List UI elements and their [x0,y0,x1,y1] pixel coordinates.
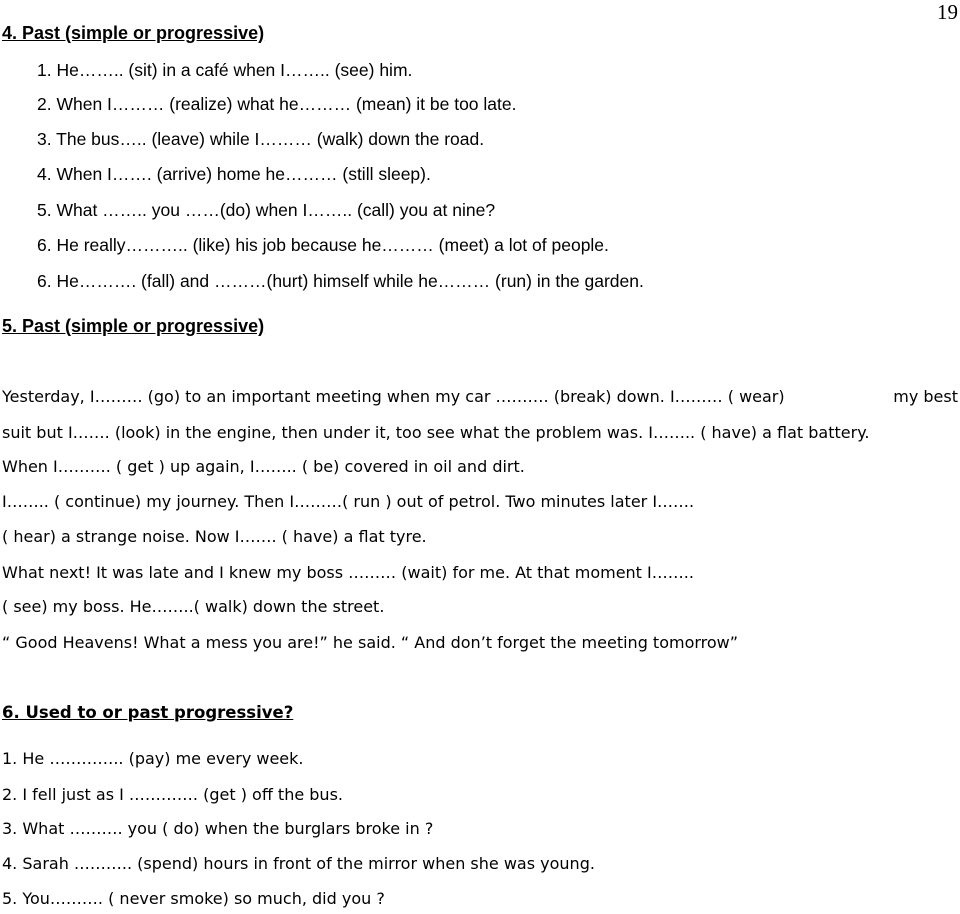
section-4-item: 1. He…….. (sit) in a café when I…….. (see) him. [37,60,413,80]
section-6-item: 4. Sarah ……….. (spend) hours in front of the mirror when she was young. [2,854,595,873]
section-4-item: 5. What …….. you ……(do) when I…….. (call) you at nine? [37,200,496,220]
section-5-line-left: Yesterday, I……… (go) to an important meeting when my car ………. (break) down. I……… ( wear) [2,387,785,406]
section-4-item: 3. The bus….. (leave) while I……… (walk) down the road. [37,129,485,149]
section-6-heading: 6. Used to or past progressive? [2,703,294,722]
section-5-line: suit but I……. (look) in the engine, then under it, too see what the problem was. I…….. ( have) a flat battery. [2,423,870,442]
section-4-item: 4. When I……. (arrive) home he……… (still sleep). [37,164,431,184]
section-6-item: 2. I fell just as I …………. (get ) off the bus. [2,785,343,804]
section-5-line: ( hear) a strange noise. Now I……. ( have) a flat tyre. [2,527,427,546]
section-4-heading: 4. Past (simple or progressive) [2,23,265,43]
section-6-item: 5. You………. ( never smoke) so much, did you ? [2,889,385,908]
section-5-line: I…….. ( continue) my journey. Then I………( run ) out of petrol. Two minutes later I……. [2,492,695,511]
section-5-line: ( see) my boss. He……..( walk) down the street. [2,597,385,616]
section-5-heading: 5. Past (simple or progressive) [2,316,265,336]
section-4-item: 6. He really……….. (like) his job because he……… (meet) a lot of people. [37,235,609,255]
page-number: 19 [937,0,958,24]
section-4-item: 2. When I……… (realize) what he……… (mean) it be too late. [37,94,517,114]
section-4-item: 6. He………. (fall) and ………(hurt) himself while he……… (run) in the garden. [37,271,644,291]
section-5-line: What next! It was late and I knew my boss ……… (wait) for me. At that moment I…….. [2,563,694,582]
section-6-item: 1. He ………….. (pay) me every week. [2,749,304,768]
section-5-line: “ Good Heavens! What a mess you are!” he said. “ And don’t forget the meeting tomorrow” [2,633,739,652]
section-5-line [2,387,958,406]
section-5-line: When I………. ( get ) up again, I…….. ( be) covered in oil and dirt. [2,457,525,476]
section-5-line-right: my best [893,387,958,406]
section-6-item: 3. What ………. you ( do) when the burglars broke in ? [2,819,434,838]
